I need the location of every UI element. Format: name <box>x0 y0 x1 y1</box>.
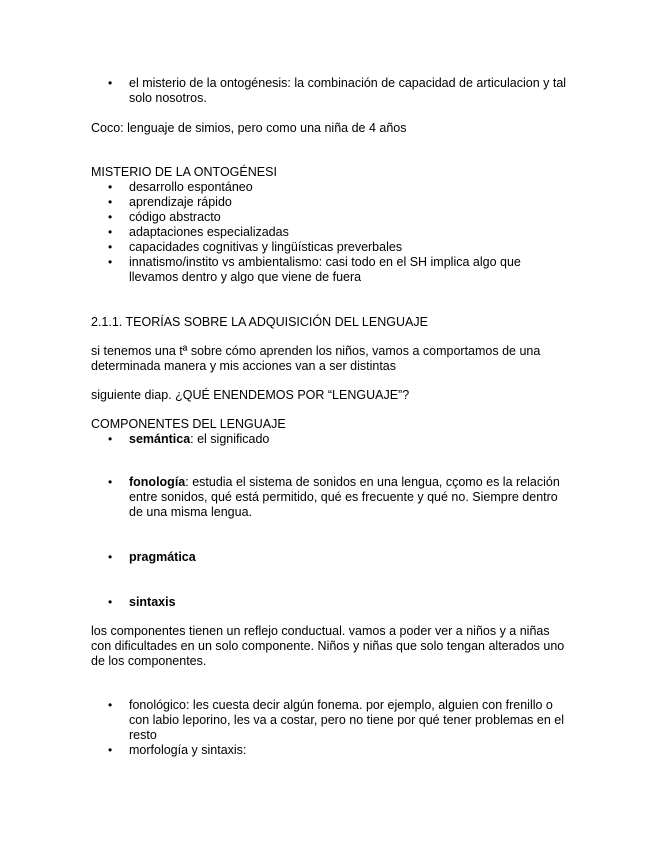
bullet-icon: • <box>108 210 113 224</box>
list-item-text: adaptaciones especializadas <box>129 225 289 239</box>
bullet-icon: • <box>108 432 113 446</box>
section-title: 2.1.1. TEORÍAS SOBRE LA ADQUISICIÓN DEL LENGUAJE <box>91 315 428 329</box>
bullet-icon: • <box>108 475 113 489</box>
list-item <box>91 432 571 447</box>
list-item <box>91 743 571 758</box>
diap-line: siguiente diap. ¿QUÉ ENENDEMOS POR “LENGUAJE”? <box>91 388 410 402</box>
bullet-icon: • <box>108 595 113 609</box>
list-item <box>91 595 571 610</box>
intro-list <box>91 76 571 106</box>
list-item-text: desarrollo espontáneo <box>129 180 253 194</box>
bullet-icon: • <box>108 743 113 757</box>
bullet-icon: • <box>108 255 113 269</box>
list-item-text: código abstracto <box>129 210 221 224</box>
list-item <box>91 698 571 743</box>
bullet-icon: • <box>108 76 113 90</box>
list-item-text: fonológico: les cuesta decir algún fonema. por ejemplo, alguien con frenillo o con labio leporino, les va a costar, pero no tiene por qué tener problemas en el resto <box>129 698 564 742</box>
alteraciones-list <box>91 698 571 758</box>
list-item <box>91 195 571 210</box>
list-item <box>91 240 571 255</box>
list-item-text: aprendizaje rápido <box>129 195 232 209</box>
bullet-icon: • <box>108 240 113 254</box>
reflejo-paragraph: los componentes tienen un reflejo conductual. vamos a poder ver a niños y a niñas con dificultades en un solo componente. Niños y niñas que solo tengan alterados uno de los componentes. <box>91 624 565 668</box>
misterio-heading: MISTERIO DE LA ONTOGÉNESI <box>91 165 277 179</box>
teoria-paragraph: si tenemos una tª sobre cómo aprenden los niños, vamos a comportamos de una determinada manera y mis acciones van a ser distintas <box>91 344 541 373</box>
bullet-icon: • <box>108 698 113 712</box>
semantica-term: semántica <box>129 432 191 446</box>
list-item-text: morfología y sintaxis: <box>129 743 247 757</box>
fonologia-desc: : estudia el sistema de sonidos en una lengua, cçomo es la relación entre sonidos, qué está permitido, qué es frecuente y qué no. Siempre dentro de una misma lengua. <box>129 475 560 519</box>
document-page <box>91 76 571 758</box>
bullet-icon: • <box>108 195 113 209</box>
semantica-desc: : el significado <box>190 432 270 446</box>
coco-line: Coco: lenguaje de simios, pero como una niña de 4 años <box>91 121 407 135</box>
componentes-heading: COMPONENTES DEL LENGUAJE <box>91 417 286 431</box>
bullet-icon: • <box>108 550 113 564</box>
list-item <box>91 210 571 225</box>
bullet-icon: • <box>108 225 113 239</box>
bullet-icon: • <box>108 180 113 194</box>
list-item <box>91 180 571 195</box>
list-item <box>91 76 571 106</box>
list-item <box>91 475 571 520</box>
misterio-list <box>91 180 571 285</box>
fonologia-term: fonología <box>129 475 186 489</box>
intro-bullet-text: el misterio de la ontogénesis: la combinación de capacidad de articulacion y tal solo nosotros. <box>129 76 567 105</box>
list-item <box>91 255 571 285</box>
list-item <box>91 550 571 565</box>
componentes-list <box>91 432 571 610</box>
pragmatica-term: pragmática <box>129 550 196 564</box>
list-item-text: innatismo/instito vs ambientalismo: casi todo en el SH implica algo que llevamos dentro y algo que viene de fuera <box>129 255 521 284</box>
list-item <box>91 225 571 240</box>
list-item-text: capacidades cognitivas y lingüísticas preverbales <box>129 240 403 254</box>
sintaxis-term: sintaxis <box>129 595 176 609</box>
